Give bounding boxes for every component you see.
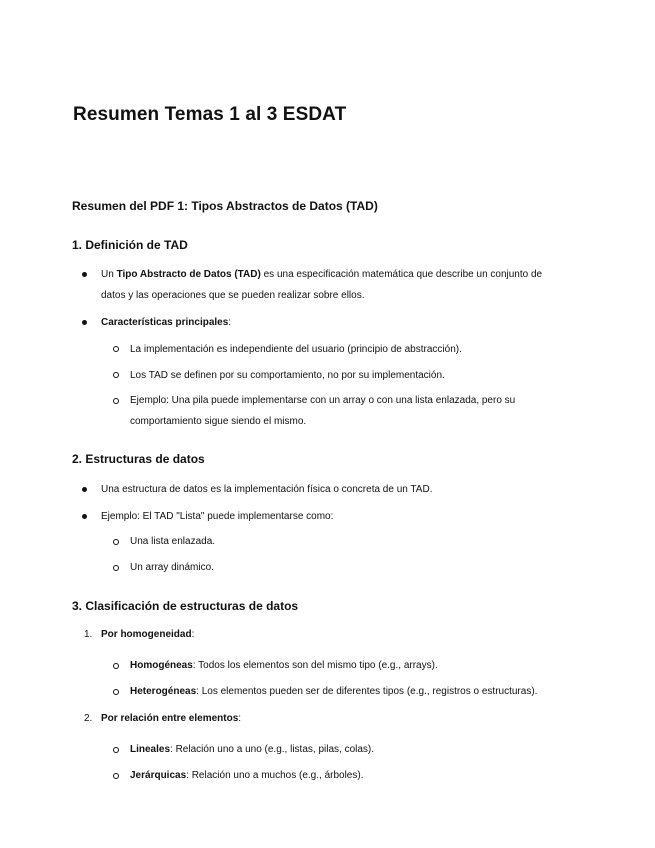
bold-term: Tipo Abstracto de Datos (TAD) xyxy=(116,269,261,280)
text: : Relación uno a uno (e.g., listas, pilas, colas). xyxy=(170,744,375,755)
circle-bullet-icon xyxy=(113,689,119,695)
circle-bullet-icon xyxy=(113,663,119,669)
text: : xyxy=(238,713,242,724)
sub-item-homogeneas xyxy=(130,655,438,676)
bold-term: Características principales xyxy=(101,317,229,328)
text: Un xyxy=(101,269,117,280)
sub-item-lista-enlazada: Una lista enlazada. xyxy=(130,536,216,547)
heading-definicion-tad: 1. Definición de TAD xyxy=(72,238,188,252)
sub-item-ejemplo-pila: Ejemplo: Una pila puede implementarse con un array o con una lista enlazada, pero su xyxy=(130,395,516,406)
bullet-icon xyxy=(82,272,87,277)
list-number: 1. xyxy=(84,629,93,640)
list-item-ejemplo-lista: Ejemplo: El TAD "Lista" puede implementarse como: xyxy=(101,511,334,522)
sub-item-array-dinamico: Un array dinámico. xyxy=(130,562,214,573)
text: : xyxy=(191,629,195,640)
sub-item-heterogeneas xyxy=(130,681,537,702)
circle-bullet-icon xyxy=(113,565,119,571)
numbered-item-relacion xyxy=(101,708,241,729)
sub-item-jerarquicas xyxy=(130,765,363,786)
circle-bullet-icon xyxy=(113,747,119,753)
document-title: Resumen Temas 1 al 3 ESDAT xyxy=(73,104,347,125)
circle-bullet-icon xyxy=(113,372,119,378)
bold-term: Lineales xyxy=(130,744,171,755)
text: : xyxy=(228,317,232,328)
list-item-tad-definition-line2: datos y las operaciones que se pueden realizar sobre ellos. xyxy=(101,290,365,301)
sub-item-lineales xyxy=(130,739,374,760)
bullet-icon xyxy=(82,487,87,492)
sub-item-ejemplo-pila-line2: comportamiento sigue siendo el mismo. xyxy=(130,416,307,427)
list-item-tad-definition xyxy=(101,264,542,285)
text: : Todos los elementos son del mismo tipo (e.g., arrays). xyxy=(192,660,438,671)
text: es una especificación matemática que describe un conjunto de xyxy=(260,269,543,280)
circle-bullet-icon xyxy=(113,539,119,545)
text: : Relación uno a muchos (e.g., árboles). xyxy=(186,770,364,781)
circle-bullet-icon xyxy=(113,346,119,352)
circle-bullet-icon xyxy=(113,773,119,779)
list-item-estructura-definicion: Una estructura de datos es la implementación física o concreta de un TAD. xyxy=(101,484,433,495)
bold-term: Por homogeneidad xyxy=(101,629,192,640)
bullet-icon xyxy=(82,514,87,519)
section-heading: Resumen del PDF 1: Tipos Abstractos de Datos (TAD) xyxy=(72,199,378,213)
heading-clasificacion: 3. Clasificación de estructuras de datos xyxy=(72,599,299,613)
bold-term: Homogéneas xyxy=(130,660,193,671)
numbered-item-homogeneidad xyxy=(101,624,194,645)
sub-item-comportamiento: Los TAD se definen por su comportamiento, no por su implementación. xyxy=(130,370,445,381)
circle-bullet-icon xyxy=(113,398,119,404)
bold-term: Jerárquicas xyxy=(130,770,187,781)
heading-estructuras-datos: 2. Estructuras de datos xyxy=(72,452,205,466)
bullet-icon xyxy=(82,320,87,325)
text: : Los elementos pueden ser de diferentes tipos (e.g., registros o estructuras). xyxy=(196,686,538,697)
bold-term: Por relación entre elementos xyxy=(101,713,239,724)
list-number: 2. xyxy=(84,713,93,724)
list-item-caracteristicas xyxy=(101,312,231,333)
bold-term: Heterogéneas xyxy=(130,686,197,697)
sub-item-abstraccion: La implementación es independiente del usuario (principio de abstracción). xyxy=(130,344,462,355)
